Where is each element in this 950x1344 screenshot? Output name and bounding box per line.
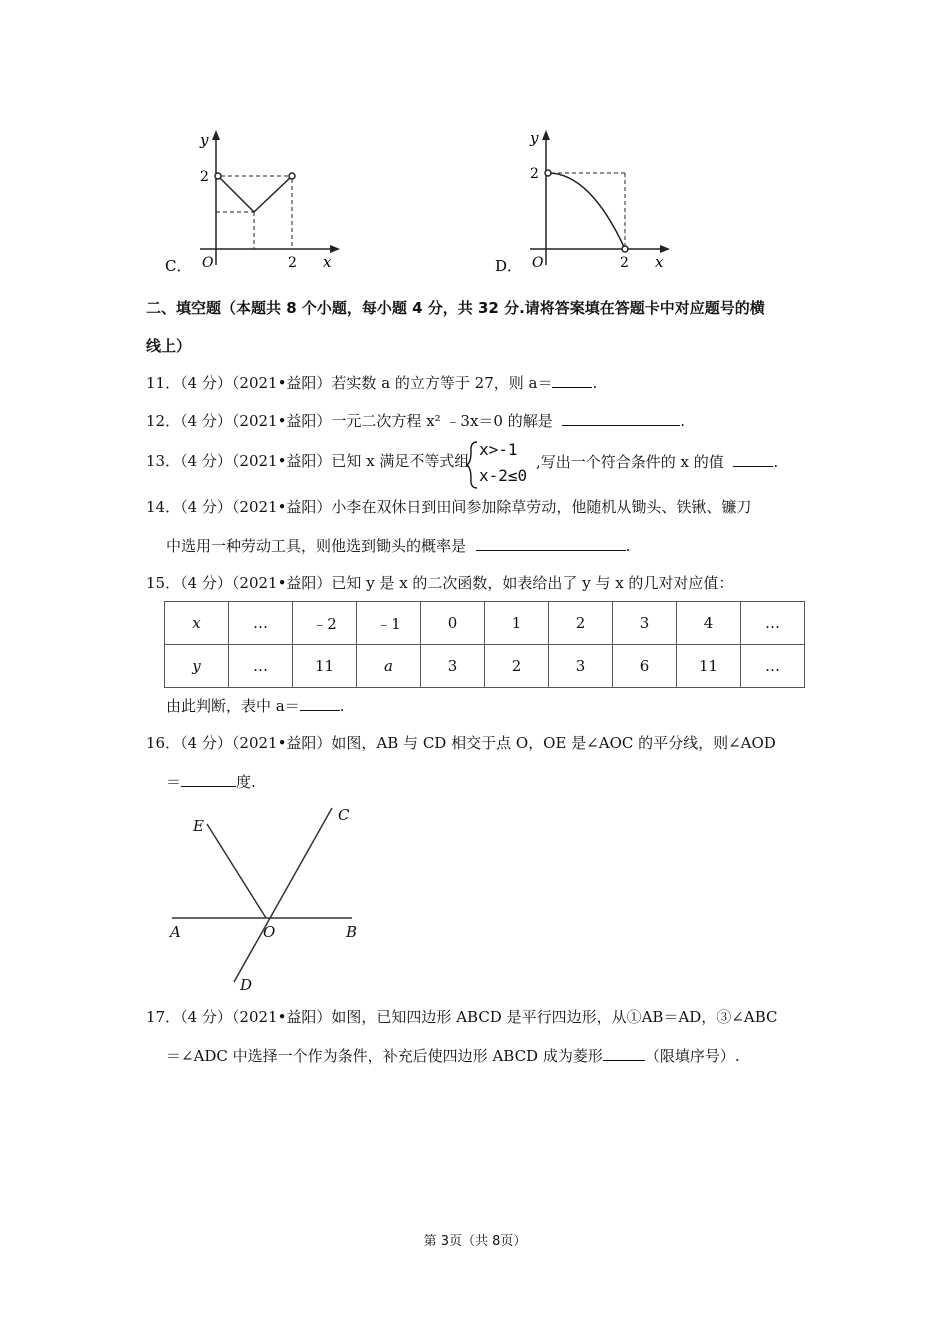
table-cell: y [165,645,229,688]
table-cell: x [165,602,229,645]
q12-end: . [680,412,686,430]
x-tick-2: 2 [620,255,629,271]
question-14-cont [166,535,630,556]
q17-blank[interactable] [603,1045,645,1061]
question-14: 14．（4 分）（2021•益阳）小李在双休日到田间参加除草劳动，他随机从锄头、铁锹、镰刀 [146,498,752,516]
q14-blank[interactable] [476,535,626,551]
axis-x-label: x [655,253,664,271]
q16-post: 度. [236,773,256,791]
question-13-cont [536,451,778,472]
q16-pre: ＝ [166,773,182,791]
table-cell: … [741,602,805,645]
y-tick-2: 2 [200,169,209,185]
q14-end: . [625,537,631,555]
q16-blank[interactable] [181,771,236,787]
table-cell: … [229,602,293,645]
value-table [164,601,805,688]
q13-text: 13．（4 分）（2021•益阳）已知 x 满足不等式组 [146,452,470,470]
q15-blank[interactable] [300,695,340,711]
line-cd [234,808,332,982]
section-2-heading-cont: 线上） [146,337,192,355]
table-cell: 3 [613,602,677,645]
q15-end: . [339,697,345,715]
axis-y-label: y [530,129,539,147]
figure-16 [160,800,380,1000]
inequality-1: x>-1 [479,440,518,459]
table-row-x [165,602,805,645]
table-cell: 11 [293,645,357,688]
inequality-system [465,440,535,490]
question-13 [146,451,469,471]
origin-label: O [202,255,214,271]
inequality-2: x-2≤0 [479,466,528,485]
q15-after: 由此判断，表中 a＝ [166,697,300,715]
point-e-label: E [193,817,204,835]
q12-text: 12．（4 分）（2021•益阳）一元二次方程 x² ﹣3x＝0 的解是 [146,412,553,430]
table-cell: 0 [421,602,485,645]
q13-end: . [773,453,779,471]
y-tick-2: 2 [530,166,539,182]
page-footer: 第 3页（共 8页） [423,1234,527,1249]
table-cell: 4 [677,602,741,645]
origin-label: O [532,255,544,271]
graph-d [490,125,680,280]
point-o-label: O [263,923,276,941]
table-cell: 2 [485,645,549,688]
q11-blank[interactable] [552,372,592,388]
axis-y-label: y [200,131,209,149]
table-cell: 6 [613,645,677,688]
point-c-label: C [338,806,350,824]
point-a-label: A [170,923,181,941]
question-15: 15．（4 分）（2021•益阳）已知 y 是 x 的二次函数，如表给出了 y 与 x 的几对对应值： [146,574,734,592]
question-17: 17．（4 分）（2021•益阳）如图，已知四边形 ABCD 是平行四边形，从①AB＝AD，③∠ABC [146,1008,778,1026]
x-tick-2: 2 [288,255,297,271]
point-d-label: D [240,976,253,994]
q13-post: ,写出一个符合条件的 x 的值 [536,453,724,471]
table-cell: 11 [677,645,741,688]
brace-icon [465,440,479,490]
question-16-cont [166,771,256,792]
table-cell: ﹣2 [293,602,357,645]
ray-oe [207,824,266,918]
q11-text: 11．（4 分）（2021•益阳）若实数 a 的立方等于 27，则 a＝ [146,374,553,392]
axis-x-label: x [323,253,332,271]
q11-end: . [592,374,598,392]
q17-pre: ＝∠ADC 中选择一个作为条件，补充后使四边形 ABCD 成为菱形 [166,1047,603,1065]
option-d-label: D． [495,257,523,275]
point-b-label: B [346,923,358,941]
question-12 [146,410,685,431]
table-row-y [165,645,805,688]
question-16: 16．（4 分）（2021•益阳）如图，AB 与 CD 相交于点 O，OE 是∠AOC 的平分线，则∠AOD [146,734,776,752]
graph-c [160,125,350,280]
table-cell: … [229,645,293,688]
table-cell: 3 [421,645,485,688]
table-cell: … [741,645,805,688]
q14-text: 中选用一种劳动工具，则他选到锄头的概率是 [166,537,467,555]
table-cell: 1 [485,602,549,645]
table-cell: 3 [549,645,613,688]
question-17-cont [166,1045,740,1066]
option-c-label: C． [165,257,192,275]
table-cell: 2 [549,602,613,645]
q12-blank[interactable] [562,410,680,426]
section-2-heading: 二、填空题（本题共 8 个小题，每小题 4 分，共 32 分.请将答案填在答题卡中对应题号的横 [146,299,765,317]
q13-blank[interactable] [733,451,773,467]
table-cell: ﹣1 [357,602,421,645]
q17-post: （限填序号）. [644,1047,740,1065]
question-15-cont [166,695,345,716]
question-11 [146,372,597,393]
table-cell: a [357,645,421,688]
